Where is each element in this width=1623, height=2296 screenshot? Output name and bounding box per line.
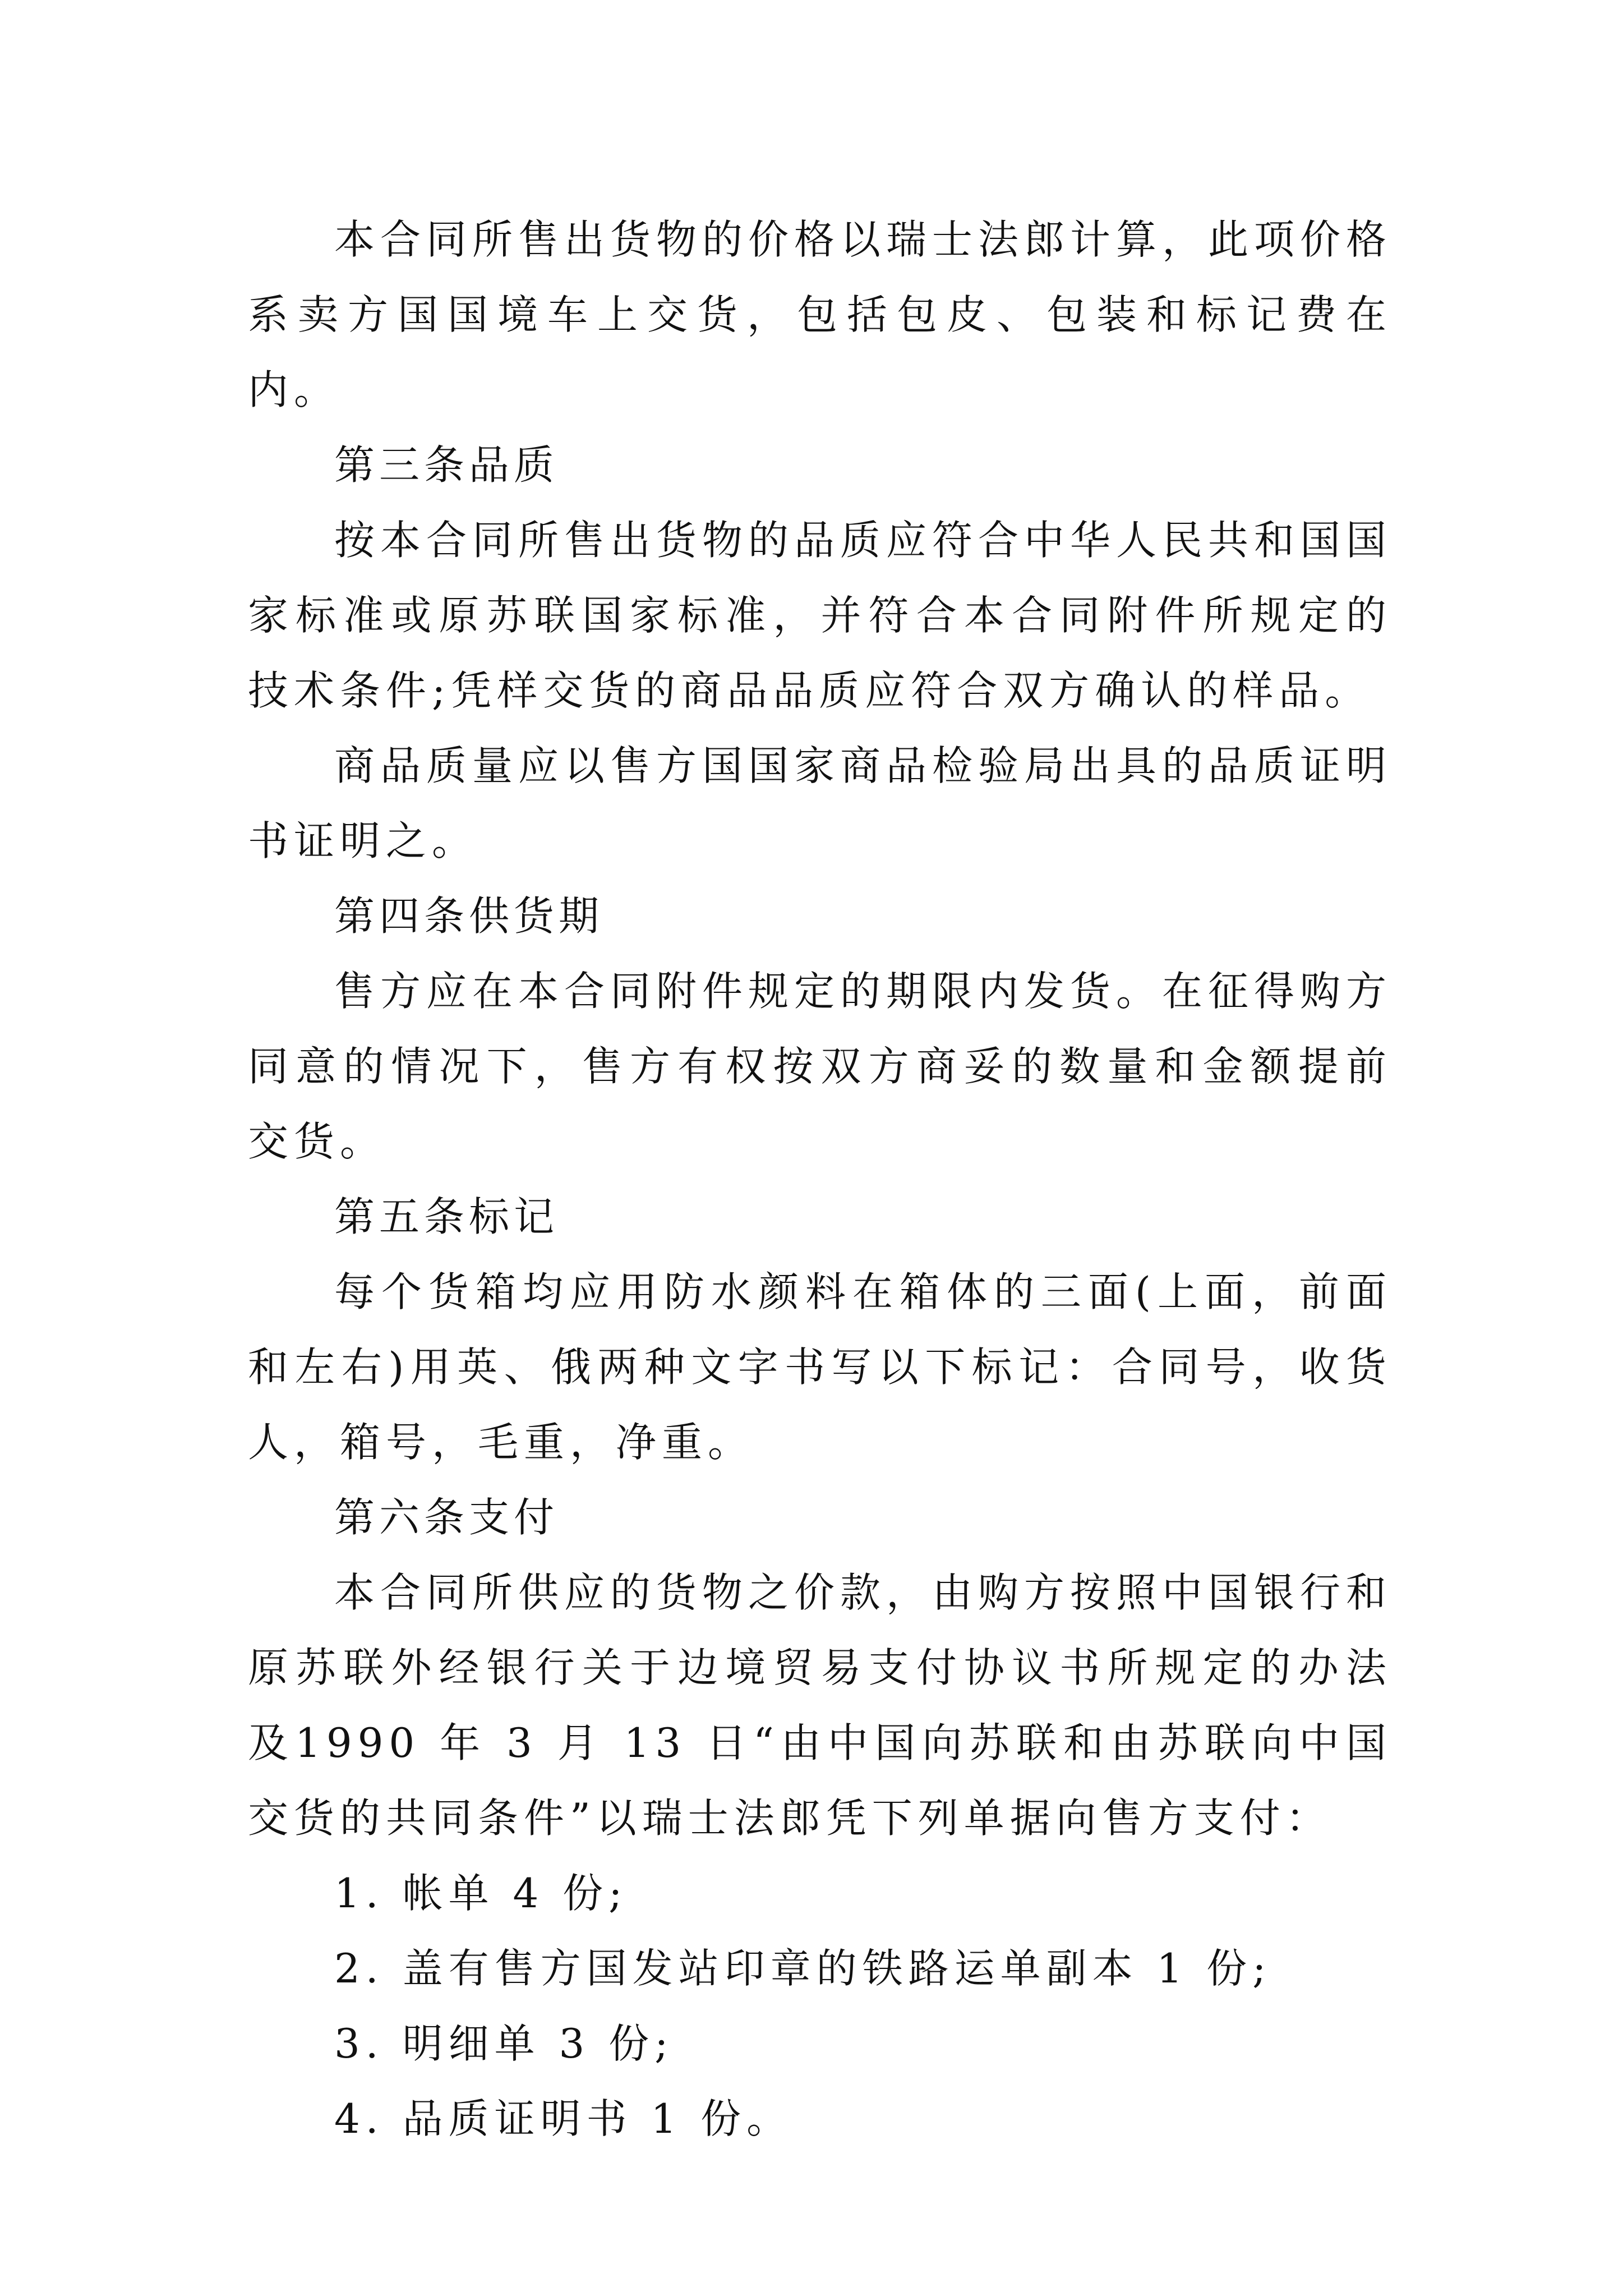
paragraph-price-terms: 本合同所售出货物的价格以瑞士法郎计算，此项价格系卖方国国境车上交货，包括包皮、包装和标记费在内。	[248, 216, 1393, 413]
heading-article-5-marking: 第五条标记	[334, 1193, 559, 1240]
paragraph-quality-standards: 按本合同所售出货物的品质应符合中华人民共和国国家标准或原苏联国家标准，并符合本合同附件所规定的技术条件;凭样交货的商品品质应符合双方确认的样品。	[248, 517, 1393, 714]
heading-article-3-quality: 第三条品质	[334, 441, 559, 489]
paragraph-marking: 每个货箱均应用防水颜料在箱体的三面(上面，前面和左右)用英、俄两种文字书写以下标记：合同号，收货人，箱号，毛重，净重。	[248, 1268, 1392, 1466]
list-item-specification: 3. 明细单 3 份;	[334, 2020, 674, 2067]
heading-article-6-payment: 第六条支付	[334, 1494, 559, 1541]
paragraph-quality-certificate: 商品质量应以售方国国家商品检验局出具的品质证明书证明之。	[248, 742, 1393, 864]
list-item-quality-certificate: 4. 品质证明书 1 份。	[334, 2095, 793, 2142]
paragraph-delivery-period: 售方应在本合同附件规定的期限内发货。在征得购方同意的情况下，售方有权按双方商妥的数量和金额提前交货。	[248, 968, 1393, 1165]
document-body	[248, 202, 1392, 2156]
list-item-waybill: 2. 盖有售方国发站印章的铁路运单副本 1 份;	[334, 1945, 1272, 1992]
heading-article-4-delivery-period: 第四条供货期	[334, 892, 604, 940]
list-item-invoice: 1. 帐单 4 份;	[334, 1870, 628, 1917]
paragraph-payment: 本合同所供应的货物之价款，由购方按照中国银行和原苏联外经银行关于边境贸易支付协议书所规定的办法及1990 年 3 月 13 日“由中国向苏联和由苏联向中国交货的共同条件”以瑞士法郎凭下列单据向售方支付：	[248, 1569, 1393, 1842]
